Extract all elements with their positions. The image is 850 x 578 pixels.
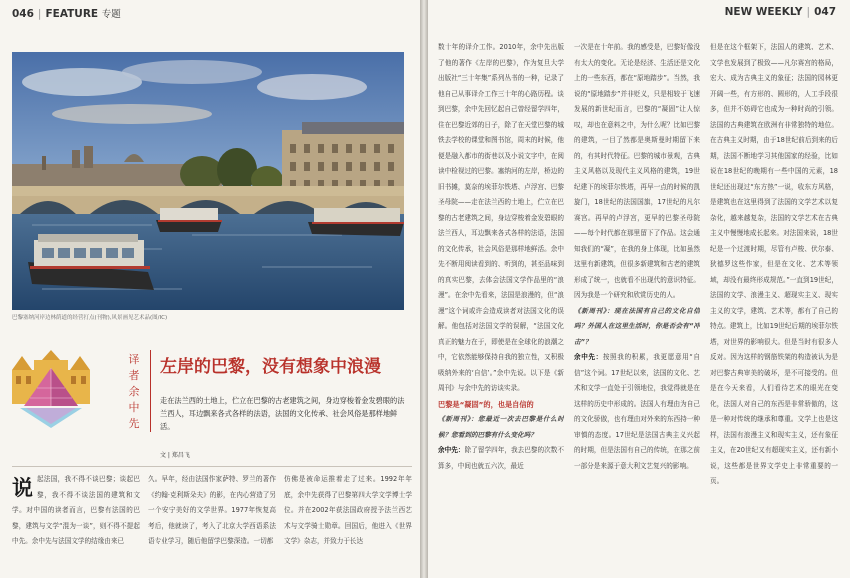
section-label-cn: 专题: [101, 9, 121, 20]
left-column-3-text: 仿佛是被命运推着走了过来。1992年年底，余中先获得了巴黎第四大学文学博士学位。并在2002年获法国政府授予法兰西艺术与文学骑士勋章。回国后，他进入《世界文学》杂志，并致力于长达: [284, 475, 412, 545]
paris-seine-photo: [12, 52, 404, 310]
boat-right: [308, 208, 404, 236]
right-column-3: [710, 40, 838, 576]
left-column-2: [148, 472, 276, 576]
left-column-1: [12, 472, 140, 576]
right-page: [428, 0, 850, 578]
title-divider: [150, 350, 151, 432]
section-divider: [12, 466, 412, 467]
left-column-3: [284, 472, 412, 576]
boat-left: [28, 234, 154, 290]
left-page-header: [12, 6, 121, 20]
section-label: FEATURE: [45, 8, 99, 20]
page-number: 046: [12, 8, 34, 20]
answer-label-2: 余中先：: [574, 353, 603, 361]
right-column-2-text: 一次是在十年前。我的感受是，巴黎好像没有太大的变化。无论是经济、生活还是文化上的一些东西，都在“原地踏步”。当然，我说的“原地踏步”并非贬义，只是相较于飞速发展的新世纪而言，巴黎的“凝固”让人惊叹，却也在意料之中，为什么呢？比如巴黎的建筑，一目了然都是奥斯曼时期留下来的，有其时代特征。巴黎的城市景观，古典主义风格以及现代主义风格的建筑，19世纪建下的埃菲尔铁塔，再早一点的时候的凯旋门，18世纪的法国国旗，17世纪的凡尔赛宫。再早的卢浮宫，更早的巴黎圣母院——每个时代都在那里留下了作品。这会通知我们的“凝”，在我的身上体现，比如虽然这里有新建筑，但很多新建筑和古老的建筑形成了统一，也就看不出现代的意识特征。因为我是一个研究和欣赏历史的人。: [574, 43, 700, 299]
answer-label: 余中先：: [438, 446, 465, 454]
right-column-1-text: 数十年的译介工作。2010年，余中先出版了他的著作《左岸的巴黎》，作为复旦大学出版社“三十年集”系列丛书的一种，记录了他自己从事译介工作三十年的心路历程。谈到巴黎，余中先回忆起自己曾经留学四年，住在巴黎近郊的日子，除了在天堂巴黎的城铁去学校的课堂和图书馆，周末的时候，他便是融入都市的街巷以及小说文字中，在阅读中检视过的巴黎。塞纳河的左岸，桥边的旧书摊，莫奈的埃菲尔铁塔、卢浮宫、巴黎圣母院——走在法兰西的土地上，伫立在巴黎的古老建筑之间，身边穿梭着金发碧眼的法兰西人，耳边飘来各式各样的法语，法国的文化传承，社会风俗是那样地鲜活。余中先不断用阅读看到的、听到的，甚至品味到的真实巴黎，去体会法国文学作品里的“浪漫”。在余中先看来，法国是浪漫的，但“浪漫”这个词或许会造成读者对法国文化的误解。他包括对法国文学的误解，“法国文化真正的魅力在于，即使是在全球化的浪潮之中，它依然能够保持自我的独立性，又积极吸纳外来的‘自信’。”余中先说。以下是《新周刊》与余中先的访谈实录。: [438, 43, 564, 392]
header-separator: |: [37, 8, 42, 20]
book-gutter: [420, 0, 428, 578]
boat-center: [156, 208, 222, 232]
interview-question: 《新周刊》：您最近一次去巴黎是什么时候？您看到的巴黎有什么变化吗？: [438, 415, 564, 439]
left-column-2-text: 久。早年，经由法国作家萨特、罗兰的著作《约翰·克利斯朵夫》的影，在内心营造了另一个安宁美好的文学世界。1977年恢复高考后，他就读了，考入了北京大学西语系法语专业学习，随后他留学巴黎深造。一切都: [148, 475, 276, 545]
header-separator: |: [806, 6, 811, 18]
photo-caption: 巴黎塞纳河岸边林荫道的经营打点(刊物),风景画见艺术品(图/IC): [12, 315, 168, 321]
interview-answer-2: 按照我的积累，我更愿意用“自信”这个词。17世纪以来，法国的文化、艺术和文学一直处于引领地位，我觉得就是在这样的历史中形成的。法国人有理由为自己的文化骄傲，也有理由对外来的东西持一种审慎的态度。17世纪是法国古典主义兴起的时期，但是法国有自己的传统，在那之前一部分是来源于意大利文艺复兴的影响。: [574, 353, 700, 470]
article-title: 左岸的巴黎，没有想象中浪漫: [160, 357, 381, 377]
right-column-1: [438, 40, 564, 576]
louvre-pyramid-illustration: [12, 348, 90, 430]
right-column-2: [574, 40, 700, 576]
interview-question-2: 《新周刊》：现在法国有自己的文化自信吗？外国人在这里生活时，你是否会有“冲击”？: [574, 306, 700, 346]
left-column-1-text: 起法国，我不得不谈巴黎；谈起巴黎，我不得不谈法国的建筑和文学。对中国的读者而言，巴黎有法国的巴黎，建筑与文学“混为一谈”，则不得不提起中先。余中先与法国文学的结缘由来已: [12, 475, 140, 545]
right-column-3-text: 但是在这个框架下，法国人的建筑、艺术、文学也发展到了极致——凡尔赛宫的格局，宏大、成为古典主义的象征；法国的园林更开阔一些，有方形的、圆形的，人工手段很多，但并不妨碍它也成为一种时尚的引领。法国的古典建筑在欧洲有非常独特的地位。在古典主义时期，由于18世纪前后到来的后期，法国不断地学习其他国家的经验，比如说在18世纪的晚期有一些中国的元素，18世纪还出现过“东方热”一说，收东方风格，是建筑也在这里得到了法国的文学艺术以复杂化，越来越复杂，法国的文学艺术在古典主义中慢慢地成长起来。对法国来说，18世纪是一个过渡时期，尽管有卢梭、伏尔泰、狄德罗这些作家，但是在文化、艺术等领域，却没有最终形成规范。”一直到19世纪，法国的文学、浪漫主义、超现实主义、现实主义的文学，建筑、艺术等，都有了自己的特点。建筑上，比如19世纪后期的埃菲尔铁塔，对世界的影响很大。但是当时有很多人反对。因为这样的钢筋铁架的构造被认为是对巴黎古典审美的破坏，是不可接受的。但是在今天来看，人们看待艺术的眼光在变化，法国人对自己的东西是非常骄傲的，这是一种对传统的继承和尊重。文学上也是这样，法国有浪漫主义和现实主义，还有象征主义，在20世纪又有超现实主义，还有新小说，这些都是世界文学史上非常重要的一页。: [710, 43, 838, 485]
page-number: 047: [814, 6, 836, 18]
translator-byline: 译者余中先: [128, 353, 140, 430]
interview-answer: 除了留学四年，我去巴黎的次数不算多，中间也就五六次，最近: [438, 446, 564, 470]
article-lead: 走在法兰西的土地上，伫立在巴黎的古老建筑之间，身边穿梭着金发碧眼的法兰西人，耳边飘来各式各样的法语，法国的文化传承、社会风俗是那样地鲜活。: [160, 396, 405, 431]
magazine-name: NEW WEEKLY: [724, 6, 803, 18]
article-writer: 文 | 郑昌飞: [160, 452, 190, 459]
dropcap: 说: [12, 475, 33, 500]
left-page: [0, 0, 420, 578]
hero-photo: [12, 52, 404, 310]
right-page-header: [725, 6, 836, 18]
interview-subhead: 巴黎是“凝固”的，也是自信的: [438, 399, 534, 409]
